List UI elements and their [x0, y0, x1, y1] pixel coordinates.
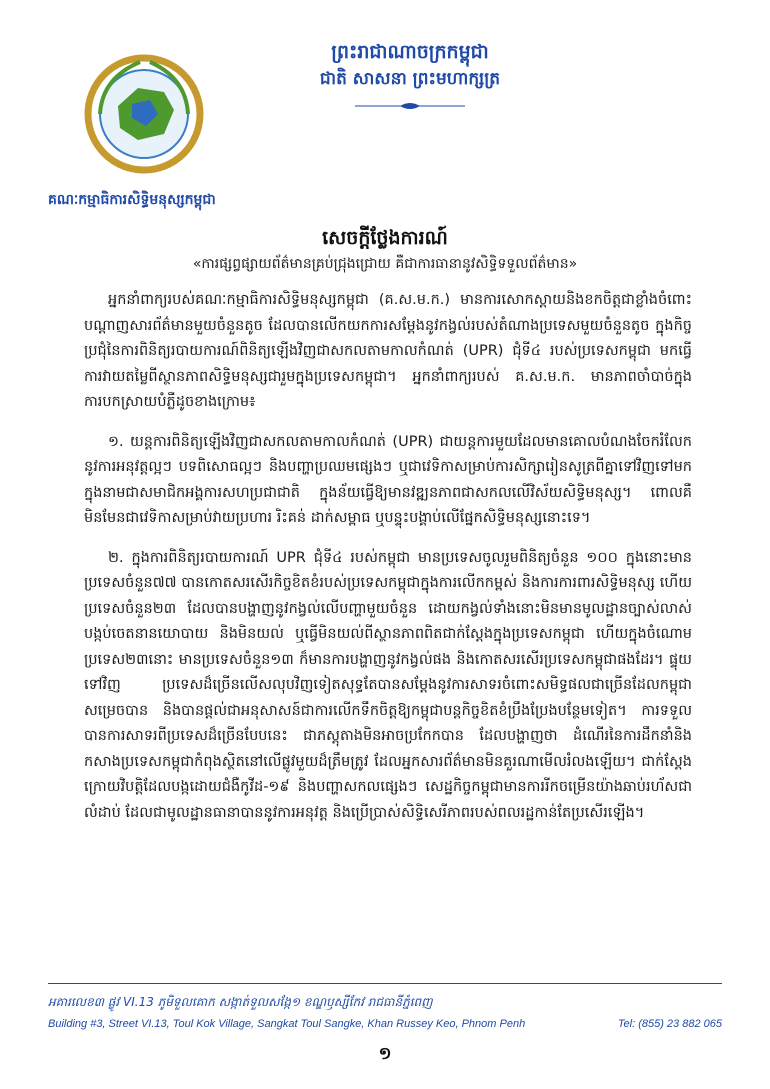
footer-address-khmer: អគារលេខ៣ ផ្លូវ VI.13 ភូមិទួលគោក សង្កាត់ទួលសង្កែ១ ខណ្ឌឫស្សីកែវ រាជធានីភ្នំពេញ: [48, 995, 433, 1009]
kingdom-heading: ព្រះរាជាណាចក្រកម្ពុជា: [331, 41, 489, 63]
national-motto: ជាតិ សាសនា ព្រះមហាក្សត្រ: [319, 69, 501, 89]
footer-address-english: Building #3, Street VI.13, Toul Kok Village, Sangkat Toul Sangke, Khan Russey Keo, Phnom Penh: [48, 1018, 526, 1030]
committee-name: គណៈកម្មាធិការសិទ្ធិមនុស្សកម្ពុជា: [48, 192, 216, 208]
committee-logo: [80, 48, 212, 180]
document-subtitle: «ការផ្សព្វផ្សាយព័ត៌មានគ្រប់ជ្រុងជ្រោយ គឺជាការធានានូវសិទ្ធិទទួលព័ត៌មាន»: [192, 256, 578, 272]
document-title: សេចក្តីថ្លែងការណ៍: [322, 227, 448, 249]
statement-body: [84, 288, 692, 840]
paragraph-point-2: ២. ក្នុងការពិនិត្យរបាយការណ៍ UPR ជុំទី៤ របស់កម្ពុជា មានប្រទេសចូលរួមពិនិត្យចំនួន ១០០ ក្នុងនោះមានប្រទេសចំនួន៧៧ បានកោតសរសើរកិច្ចខិតខំរបស់ប្រទេសកម្ពុជាក្នុងការលើកកម្ពស់ និងការការពារសិទ្ធិមនុស្ស ហើយប្រទេសចំនួន២៣ ដែលបានបង្ហាញនូវកង្វល់លើបញ្ហាមួយចំនួន ដោយកង្វល់ទាំងនោះមិនមានមូលដ្ឋានច្បាស់លាស់ បង្កប់ចេតនានយោបាយ និងមិនយល់ ឬធ្វើមិនយល់ពីស្ថានភាពពិតជាក់ស្តែងក្នុងប្រទេសកម្ពុជា ហើយក្នុងចំណោមប្រទេស២៣នោះ មានប្រទេសចំនួន១៣ ក៏មានការបង្ហាញនូវកង្វល់ផង និងកោតសរសើរប្រទេសកម្ពុជាផងដែរ។ ផ្ទុយទៅវិញ ប្រទេសដ៏ច្រើនលើសលុបវិញទៀតសុទ្ធតែបានសម្តែងនូវការសាទរចំពោះសមិទ្ធផលជាច្រើនដែលកម្ពុជាសម្រេចបាន និងបានផ្តល់ជាអនុសាសន៍ជាការលើកទឹកចិត្តឱ្យកម្ពុជាបន្តកិច្ចខិតខំប្រឹងប្រែងបន្ថែមទៀត។ ការទទួលបានការសាទរពីប្រទេសដ៏ច្រើនបែបនេះ ជាភស្តុតាងមិនអាចប្រកែកបាន ដែលបង្ហាញថា ដំណើរនៃការដឹកនាំនិងកសាងប្រទេសកម្ពុជាកំពុងស្ថិតនៅលើផ្លូវមួយដ៏ត្រឹមត្រូវ ដែលអ្នកសារព័ត៌មានមិនគួរណាមើលរំលងឡើយ។ ជាក់ស្តែង ក្រោយវិបត្តិដែលបង្កដោយជំងឺកូវីដ-១៩ និងបញ្ហាសកលផ្សេងៗ សេដ្ឋកិច្ចកម្ពុជាមានការរីកចម្រើនយ៉ាងឆាប់រហ័សជាលំដាប់ ដែលជាមូលដ្ឋានធានាបាននូវការអនុវត្ត និងប្រើប្រាស់សិទ្ធិសេរីភាពរបស់ពលរដ្ឋកាន់តែប្រសើរឡើង។: [84, 549, 692, 821]
divider-ornament: [355, 100, 465, 112]
footer-telephone: Tel: (855) 23 882 065: [617, 1018, 722, 1030]
paragraph-intro: អ្នកនាំពាក្យរបស់គណៈកម្មាធិការសិទ្ធិមនុស្សកម្ពុជា (គ.ស.ម.ក.) មានការសោកស្តាយនិងខកចិត្តជាខ្លាំងចំពោះបណ្តាញសារព័ត៌មានមួយចំនួនតូច ដែលបានលើកយកការសម្តែងនូវកង្វល់របស់តំណាងប្រទេសមួយចំនួនតូច ក្នុងកិច្ចប្រជុំនៃការពិនិត្យរបាយការណ៍ពិនិត្យឡើងវិញជាសកលតាមកាលកំណត់ (UPR) ជុំទី៤ របស់ប្រទេសកម្ពុជា មកធ្វើការវាយតម្លៃពីស្ថានភាពសិទ្ធិមនុស្សជារួមក្នុងប្រទេសកម្ពុជា។ អ្នកនាំពាក្យរបស់ គ.ស.ម.ក. មានភាពចាំបាច់ក្នុងការបកស្រាយបំភ្លឺដូចខាងក្រោម៖: [84, 292, 692, 410]
paragraph-point-1: ១. យន្តការពិនិត្យឡើងវិញជាសកលតាមកាលកំណត់ (UPR) ជាយន្តការមួយដែលមានគោលបំណងចែករំលែកនូវការអនុវត្តល្អៗ បទពិសោធល្អៗ និងបញ្ហាប្រឈមផ្សេងៗ ឬជាវេទិកាសម្រាប់ការសិក្សារៀនសូត្រពីគ្នាទៅវិញទៅមកក្នុងនាមជាសមាជិកអង្គការសហប្រជាជាតិ ក្នុងន័យធ្វើឱ្យមានវឌ្ឍនភាពជាសកលលើវិស័យសិទ្ធិមនុស្ស។ ពោលគឺ មិនមែនជាវេទិកាសម្រាប់វាយប្រហារ រិះគន់ ដាក់សម្ពាធ ឬបន្ទុះបង្គាប់លើផ្នែកសិទ្ធិមនុស្សនោះទេ។: [84, 433, 692, 526]
footer-divider: [48, 983, 722, 984]
page-number: ១: [378, 1044, 392, 1064]
